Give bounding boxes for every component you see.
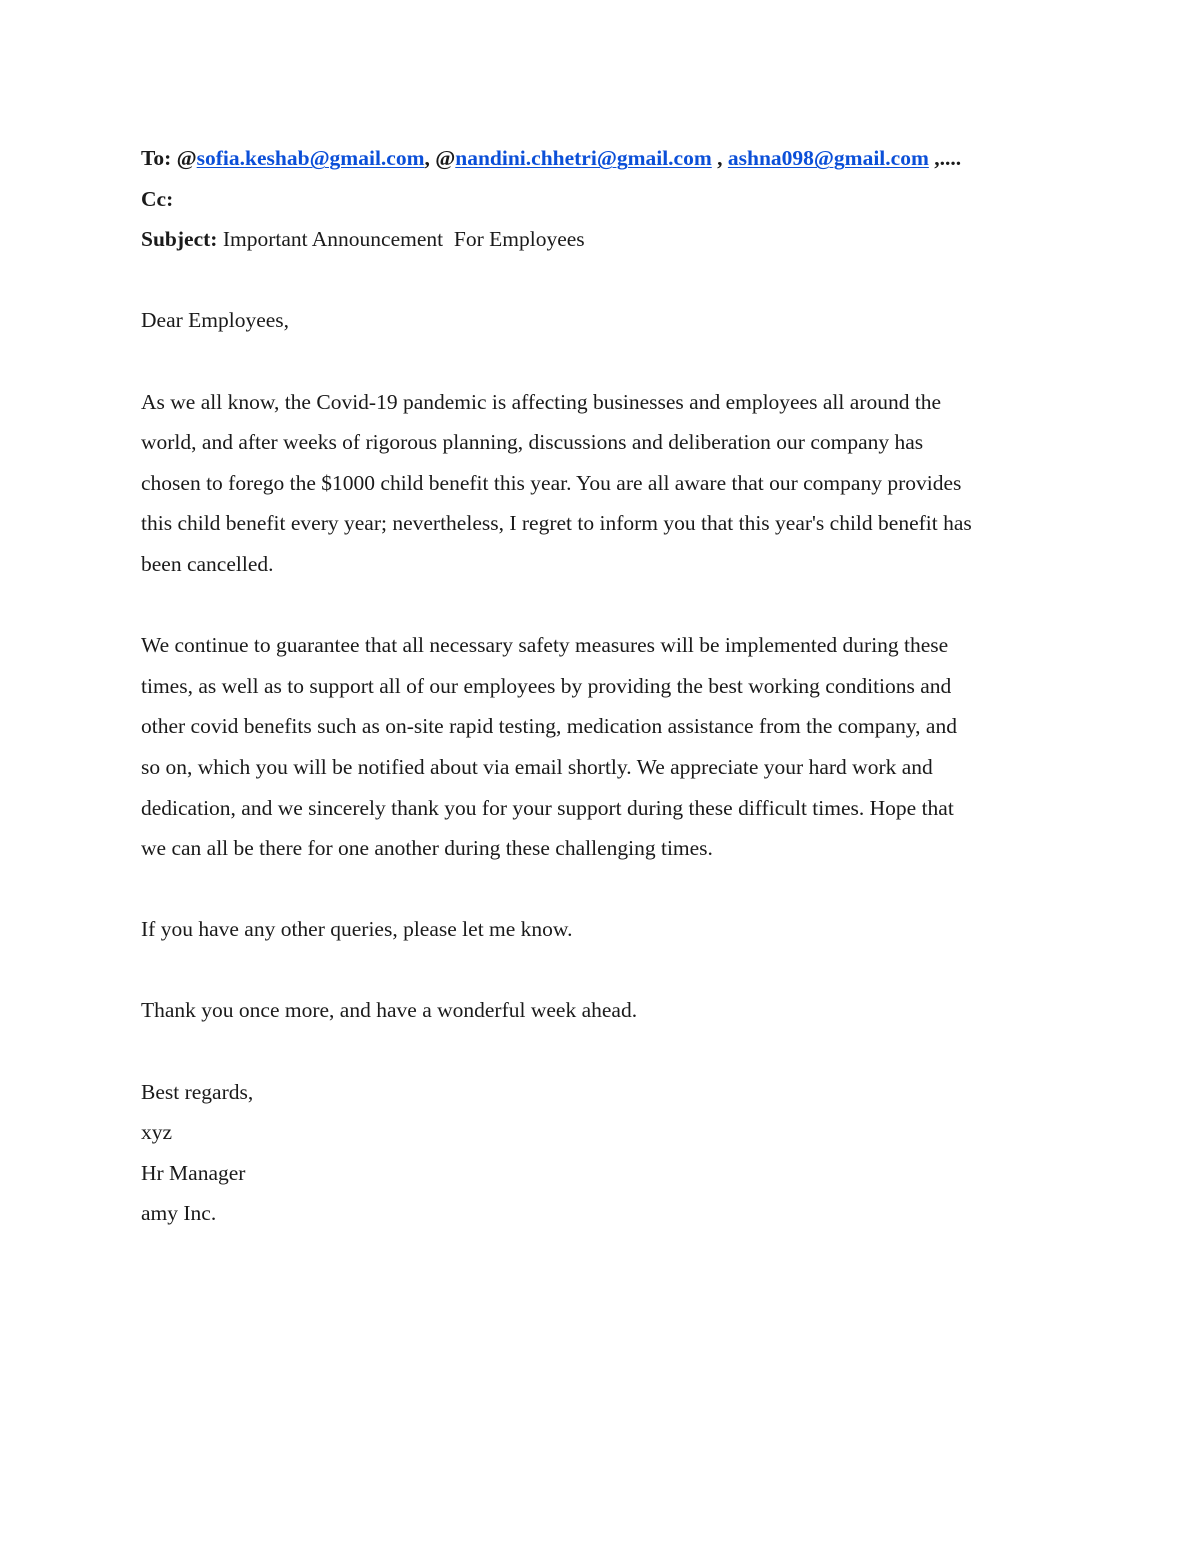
spacer (141, 1031, 1061, 1072)
paragraph-line: we can all be there for one another during these challenging times. (141, 836, 713, 861)
subject-label: Subject: (141, 227, 218, 252)
spacer (141, 341, 1061, 382)
to-line (141, 138, 1061, 179)
paragraph-line: We continue to guarantee that all necessary safety measures will be implemented during these (141, 633, 949, 658)
paragraph-line: dedication, and we sincerely thank you for your support during these difficult times. Hope that (141, 795, 954, 820)
email-content (141, 138, 1061, 1234)
paragraph-4: Thank you once more, and have a wonderful week ahead. (141, 998, 638, 1023)
paragraph-line: chosen to forego the $1000 child benefit this year. You are all aware that our company provides (141, 470, 962, 495)
recipient-email-3[interactable]: ashna098@gmail.com (727, 146, 929, 170)
paragraph-line: As we all know, the Covid-19 pandemic is affecting businesses and employees all around the (141, 389, 942, 414)
to-label: To: (141, 146, 172, 170)
at-symbol: @ (176, 146, 197, 170)
spacer (141, 950, 1061, 991)
signature-block (141, 1072, 1061, 1234)
paragraph-line: so on, which you will be notified about via email shortly. We appreciate your hard work and (141, 754, 933, 779)
recipient-separator-2: , (711, 146, 728, 170)
recipient-separator-1: , @ (424, 146, 456, 170)
paragraph-line: times, as well as to support all of our employees by providing the best working conditions and (141, 673, 952, 698)
cc-line (141, 179, 1061, 220)
cc-label: Cc: (141, 186, 174, 211)
signature-title: Hr Manager (141, 1160, 246, 1185)
paragraph-line: this child benefit every year; nevertheless, I regret to inform you that this year's child benefit has (141, 511, 972, 536)
spacer (141, 260, 1061, 301)
greeting: Dear Employees, (141, 308, 290, 333)
subject-line (141, 219, 1061, 260)
paragraph-1 (141, 382, 1061, 585)
paragraph-line: been cancelled. (141, 551, 274, 576)
paragraph-2 (141, 625, 1061, 869)
recipient-trailing: ,.... (928, 146, 962, 170)
paragraph-line: world, and after weeks of rigorous planning, discussions and deliberation our company has (141, 430, 924, 455)
subject-text: Important Announcement For Employees (222, 227, 585, 252)
signature-company: amy Inc. (141, 1201, 217, 1226)
spacer (141, 585, 1061, 626)
signature-name: xyz (141, 1120, 173, 1145)
recipient-email-2[interactable]: nandini.chhetri@gmail.com (455, 146, 712, 170)
paragraph-3: If you have any other queries, please let me know. (141, 917, 573, 942)
spacer (141, 869, 1061, 910)
signature-closing: Best regards, (141, 1079, 254, 1104)
recipient-email-1[interactable]: sofia.keshab@gmail.com (196, 146, 425, 170)
paragraph-line: other covid benefits such as on-site rapid testing, medication assistance from the company, and (141, 714, 957, 739)
